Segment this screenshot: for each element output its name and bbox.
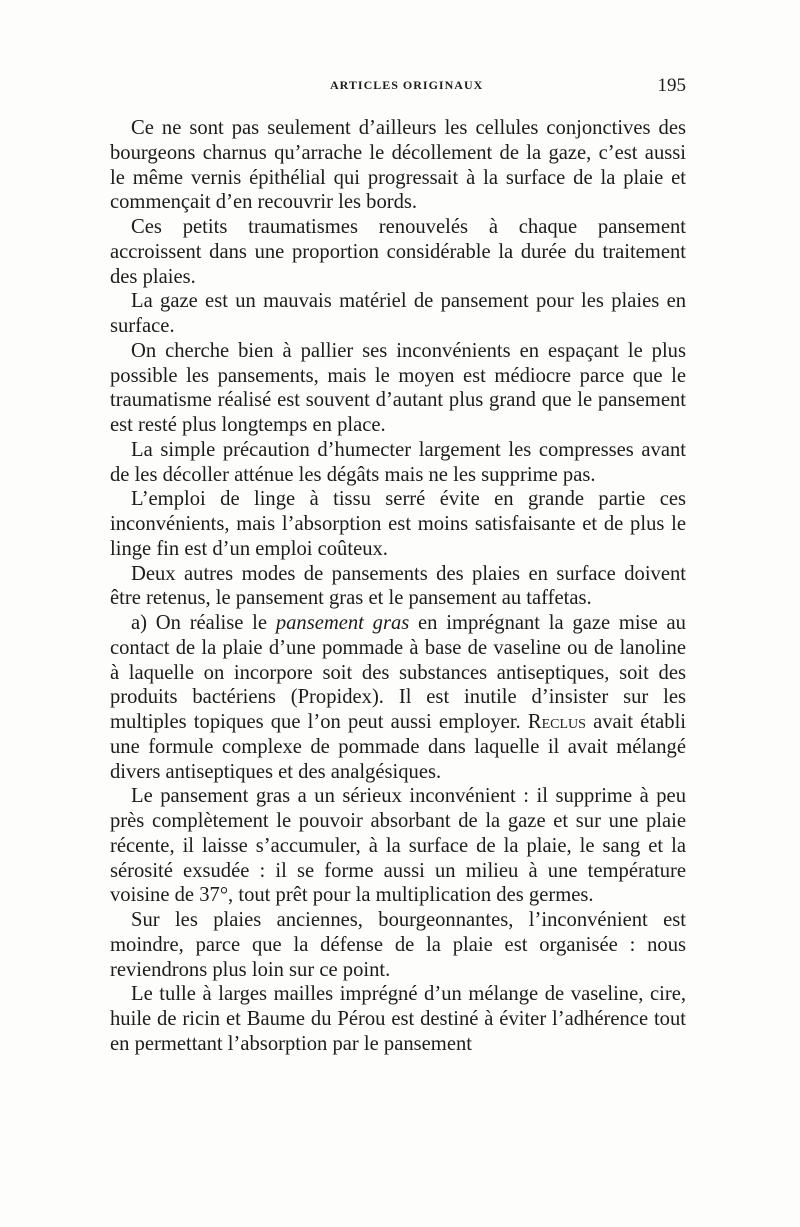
- paragraph: On cherche bien à pallier ses inconvénients en espaçant le plus possible les pansements, mais le moyen est médiocre parce que le traumatisme réalisé est souvent d’autant plus grand que le pansement est resté plus longtemps en place.: [110, 339, 686, 436]
- paragraph: Sur les plaies anciennes, bourgeonnantes, l’inconvénient est moindre, parce que la défense de la plaie est organisée : nous reviendrons plus loin sur ce point.: [110, 909, 686, 981]
- emphasized-term: pansement gras: [275, 612, 410, 634]
- author-name: Reclus: [527, 711, 586, 733]
- paragraph: Ce ne sont pas seulement d’ailleurs les cellules conjonctives des bourgeons charnus qu’arrache le décollement de la gaze, c’est aussi le même vernis épithélial qui progressait à la surface de la plaie et commençait d’en recouvrir les bords.: [110, 117, 686, 214]
- paragraph: L’emploi de linge à tissu serré évite en grande partie ces inconvénients, mais l’absorption est moins satisfaisante et de plus le linge fin est d’un emploi coûteux.: [110, 488, 686, 560]
- page-header: [110, 75, 686, 100]
- body-text: [110, 116, 686, 1057]
- paragraph: Deux autres modes de pansements des plaies en surface doivent être retenus, le pansement gras et le pansement au taffetas.: [110, 562, 686, 610]
- paragraph: La simple précaution d’humecter largement les compresses avant de les décoller atténue les dégâts mais ne les supprime pas.: [110, 438, 686, 486]
- running-head: ARTICLES ORIGINAUX: [330, 78, 484, 92]
- page-number: 195: [657, 75, 686, 96]
- paragraph-lead: a) On réalise le: [131, 612, 276, 634]
- paragraph: Le pansement gras a un sérieux inconvénient : il supprime à peu près complètement le pouvoir absorbant de la gaze et sur une plaie récente, il laisse s’accumuler, à la surface de la plaie, le sang et la sérosité exsudée : il se forme aussi un milieu à une température voisine de 37°, tout prêt pour la multiplication des germes.: [110, 785, 686, 907]
- paragraph: La gaze est un mauvais matériel de pansement pour les plaies en surface.: [110, 290, 686, 337]
- paragraph-pansement-gras: [110, 611, 686, 784]
- paragraph-mid: en imprégnant la gaze mise au contact de la plaie d’une pommade à base de vaseline ou de lanoline à laquelle on incorpore soit des substances antiseptiques, soit des produits bactériens (Propidex). Il est inutile d’insister sur les multiples topiques que l’on peut aussi employer.: [110, 612, 686, 733]
- paragraph-tail: avait établi une formule complexe de pommade dans laquelle il avait mélangé divers antiseptiques et des analgésiques.: [110, 711, 687, 783]
- paragraph: Ces petits traumatismes renouvelés à chaque pansement accroissent dans une proportion considérable la durée du traitement des plaies.: [110, 216, 686, 288]
- paragraph: Le tulle à larges mailles imprégné d’un mélange de vaseline, cire, huile de ricin et Baume du Pérou est destiné à éviter l’adhérence tout en permettant l’absorption par le pansement: [110, 983, 686, 1055]
